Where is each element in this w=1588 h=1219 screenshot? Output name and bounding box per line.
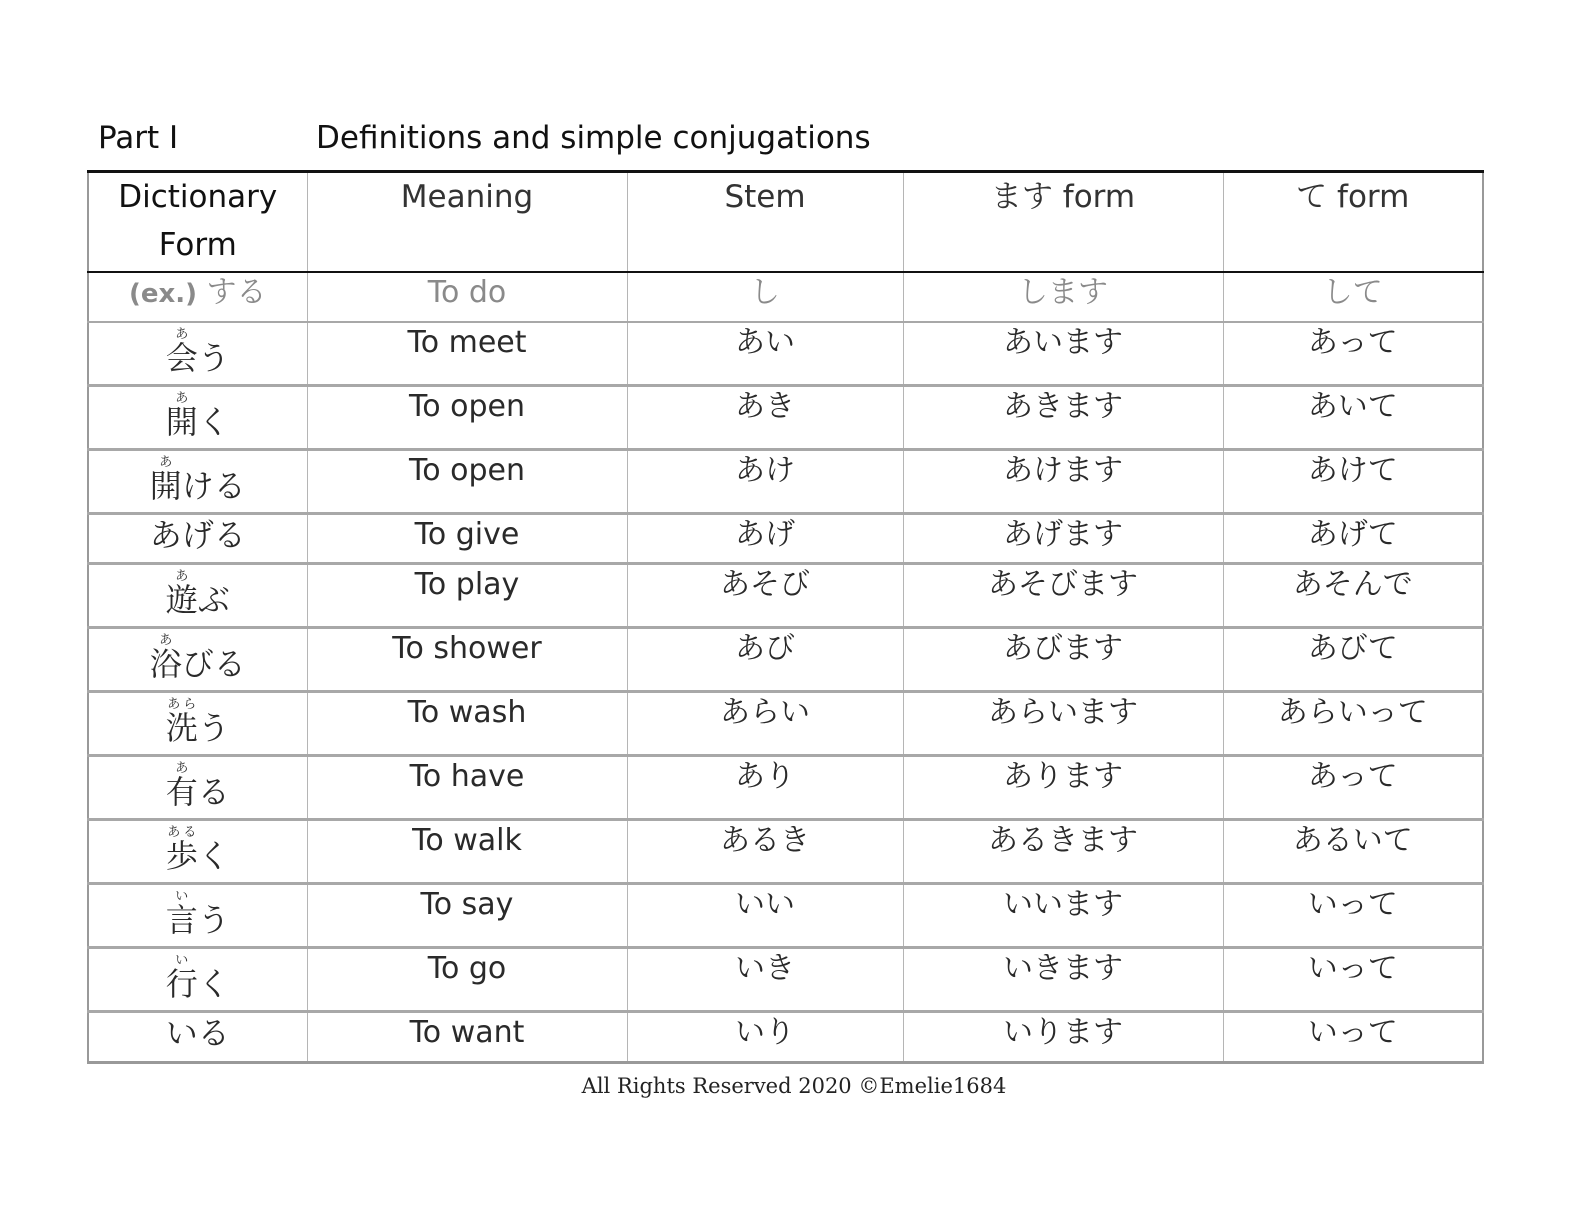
masu-form-cell: あびます [903,628,1223,692]
stem-cell: あび [627,628,903,692]
table-body [88,272,1483,1063]
te-form-cell: あるいて [1223,820,1483,884]
masu-form-cell: いります [903,1012,1223,1063]
dictionary-form [166,889,230,937]
dictionary-form [150,633,246,681]
masu-form-cell: いいます [903,884,1223,948]
table-row [88,820,1483,884]
kanji-with-furigana [165,761,198,811]
te-form-cell: あって [1223,322,1483,386]
te-form-cell: いって [1223,884,1483,948]
kanji: 開 [149,467,182,505]
meaning-cell: To have [307,756,627,820]
example-label: (ex.) [128,279,197,309]
table-row [88,450,1483,514]
example-dictionary-form: する [206,275,267,310]
dictionary-form: いる [165,1014,230,1052]
stem-cell: あらい [627,692,903,756]
dictionary-form-cell [88,884,307,948]
table-header-row [88,172,1483,273]
dictionary-form [166,327,230,375]
stem-cell: あけ [627,450,903,514]
okurigana: る [197,773,230,811]
table-row [88,564,1483,628]
kanji-with-furigana [165,391,198,441]
kanji: 開 [165,403,198,441]
copyright-footer: All Rights Reserved 2020 ©Emelie1684 [581,1074,1007,1098]
masu-form-cell: あげます [903,514,1223,564]
example-dictionary-cell [88,272,307,322]
kanji-with-furigana [165,825,198,875]
section-description: Definitions and simple conjugations [316,120,871,156]
te-form-cell: あって [1223,756,1483,820]
furigana: あ [149,455,182,470]
furigana: あ [165,569,198,584]
header-meaning: Meaning [307,172,627,273]
meaning-cell: To say [307,884,627,948]
table-row [88,514,1483,564]
example-masu-form: します [903,272,1223,322]
masu-form-cell: あります [903,756,1223,820]
stem-cell: いい [627,884,903,948]
kanji-with-furigana [165,697,198,747]
dictionary-form [166,569,230,617]
masu-form-cell: あけます [903,450,1223,514]
header-stem: Stem [627,172,903,273]
okurigana: う [197,709,230,747]
dictionary-form-cell [88,450,307,514]
okurigana: う [197,901,230,939]
furigana: あ [165,761,198,776]
example-stem: し [627,272,903,322]
masu-form-cell: いきます [903,948,1223,1012]
okurigana: びる [181,645,246,683]
example-te-form: して [1223,272,1483,322]
kanji: 歩 [165,837,198,875]
furigana: あ [165,391,198,406]
header-masu-form: ます form [903,172,1223,273]
header-dictionary-form: Dictionary Form [88,172,307,273]
kanji-with-furigana [165,953,198,1003]
te-form-cell: あびて [1223,628,1483,692]
furigana: い [165,953,198,968]
furigana: ある [165,825,198,840]
masu-form-cell: あるきます [903,820,1223,884]
meaning-cell: To want [307,1012,627,1063]
dictionary-form-cell [88,756,307,820]
kanji: 言 [165,901,198,939]
part-label: Part I [98,120,179,156]
meaning-cell: To open [307,386,627,450]
example-meaning: To do [307,272,627,322]
dictionary-form-cell [88,948,307,1012]
dictionary-form-cell [88,514,307,564]
te-form-cell: あそんで [1223,564,1483,628]
dictionary-form-cell [88,628,307,692]
meaning-cell: To go [307,948,627,1012]
header-te-form: て form [1223,172,1483,273]
okurigana: ぶ [197,581,230,619]
meaning-cell: To walk [307,820,627,884]
kanji: 会 [165,339,198,377]
stem-cell: あるき [627,820,903,884]
okurigana: う [197,339,230,377]
te-form-cell: あけて [1223,450,1483,514]
masu-form-cell: あそびます [903,564,1223,628]
te-form-cell: いって [1223,948,1483,1012]
okurigana: ける [181,467,246,505]
dictionary-form [166,761,230,809]
stem-cell: あい [627,322,903,386]
furigana: い [165,889,198,904]
kanji: 浴 [149,645,182,683]
table-row [88,884,1483,948]
kanji-with-furigana [165,327,198,377]
meaning-cell: To meet [307,322,627,386]
dictionary-form [166,953,230,1001]
furigana: あ [149,633,182,648]
conjugation-table [87,170,1484,1064]
meaning-cell: To play [307,564,627,628]
stem-cell: いり [627,1012,903,1063]
masu-form-cell: あきます [903,386,1223,450]
furigana: あら [165,697,198,712]
kanji-with-furigana [149,633,182,683]
dictionary-form-cell [88,564,307,628]
dictionary-form [150,455,246,503]
dictionary-form [166,697,230,745]
stem-cell: あり [627,756,903,820]
stem-cell: あそび [627,564,903,628]
table-row [88,948,1483,1012]
kanji: 行 [165,965,198,1003]
table-row [88,322,1483,386]
dictionary-form-cell [88,386,307,450]
okurigana: く [197,965,230,1003]
te-form-cell: いって [1223,1012,1483,1063]
example-row [88,272,1483,322]
okurigana: く [197,837,230,875]
masu-form-cell: あらいます [903,692,1223,756]
table-row [88,628,1483,692]
dictionary-form-cell [88,322,307,386]
table-row [88,386,1483,450]
kanji: 洗 [165,709,198,747]
te-form-cell: あいて [1223,386,1483,450]
table-row [88,692,1483,756]
meaning-cell: To shower [307,628,627,692]
meaning-cell: To open [307,450,627,514]
meaning-cell: To wash [307,692,627,756]
okurigana: く [197,403,230,441]
dictionary-form: あげる [149,516,246,554]
table-row [88,1012,1483,1063]
stem-cell: あげ [627,514,903,564]
dictionary-form-cell [88,692,307,756]
kanji-with-furigana [165,569,198,619]
dictionary-form [166,825,230,873]
stem-cell: あき [627,386,903,450]
meaning-cell: To give [307,514,627,564]
stem-cell: いき [627,948,903,1012]
dictionary-form-cell [88,1012,307,1063]
masu-form-cell: あいます [903,322,1223,386]
table-row [88,756,1483,820]
te-form-cell: あげて [1223,514,1483,564]
kanji-with-furigana [149,455,182,505]
kanji: 遊 [165,581,198,619]
dictionary-form-cell [88,820,307,884]
section-heading [98,120,1498,164]
kanji: 有 [165,773,198,811]
furigana: あ [165,327,198,342]
dictionary-form [166,391,230,439]
kanji-with-furigana [165,889,198,939]
te-form-cell: あらいって [1223,692,1483,756]
